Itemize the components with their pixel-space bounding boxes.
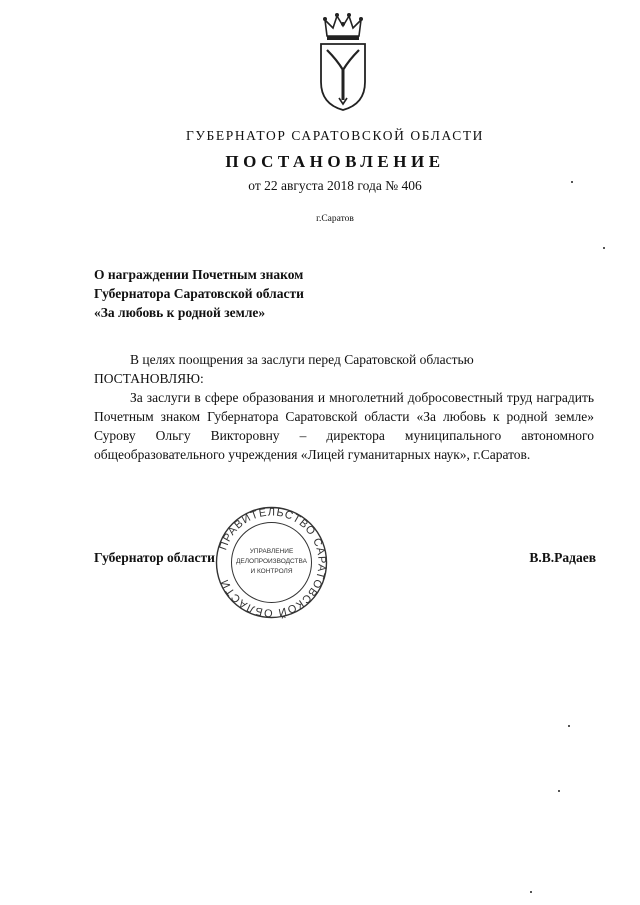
subject-line: О награждении Почетным знаком [94, 267, 304, 282]
scan-speck [603, 247, 605, 249]
subject-line: Губернатора Саратовской области [94, 286, 304, 301]
scan-speck [568, 725, 570, 727]
document-subject [94, 265, 414, 322]
seal-inner-line: И КОНТРОЛЯ [250, 568, 293, 575]
body-paragraph: В целях поощрения за заслуги перед Саратовской областью [130, 352, 474, 367]
document-body [94, 350, 594, 464]
document-city: г.Саратов [316, 214, 354, 224]
scan-speck [558, 790, 560, 792]
scan-speck [530, 891, 532, 893]
saratov-coat-of-arms-icon [315, 12, 371, 112]
signer-name: В.В.Радаев [529, 550, 596, 565]
decree-word: ПОСТАНОВЛЯЮ: [94, 371, 204, 386]
document-date-number: от 22 августа 2018 года № 406 [248, 178, 422, 193]
document-type: ПОСТАНОВЛЕНИЕ [225, 152, 445, 171]
seal-inner-line: ДЕЛОПРОИЗВОДСТВА [236, 558, 307, 565]
official-seal-stamp [214, 505, 329, 620]
scan-speck [571, 181, 573, 183]
signer-position: Губернатор области [94, 550, 215, 565]
body-paragraph: За заслуги в сфере образования и многолетний добросовестный труд наградить Почетным знаком Губернатора Саратовской области «За любовь к родной земле» Сурову Ольгу Викторовну – директора муниципального автономного общеобразовательного учреждения «Лицей гуманитарных наук», г.Саратов. [94, 390, 594, 462]
seal-outer-text: ПРАВИТЕЛЬСТВО САРАТОВСКОЙ ОБЛАСТИ [217, 506, 328, 619]
subject-line: «За любовь к родной земле» [94, 305, 266, 320]
issuing-authority: ГУБЕРНАТОР САРАТОВСКОЙ ОБЛАСТИ [185, 128, 485, 143]
seal-inner-line: УПРАВЛЕНИЕ [249, 548, 294, 555]
